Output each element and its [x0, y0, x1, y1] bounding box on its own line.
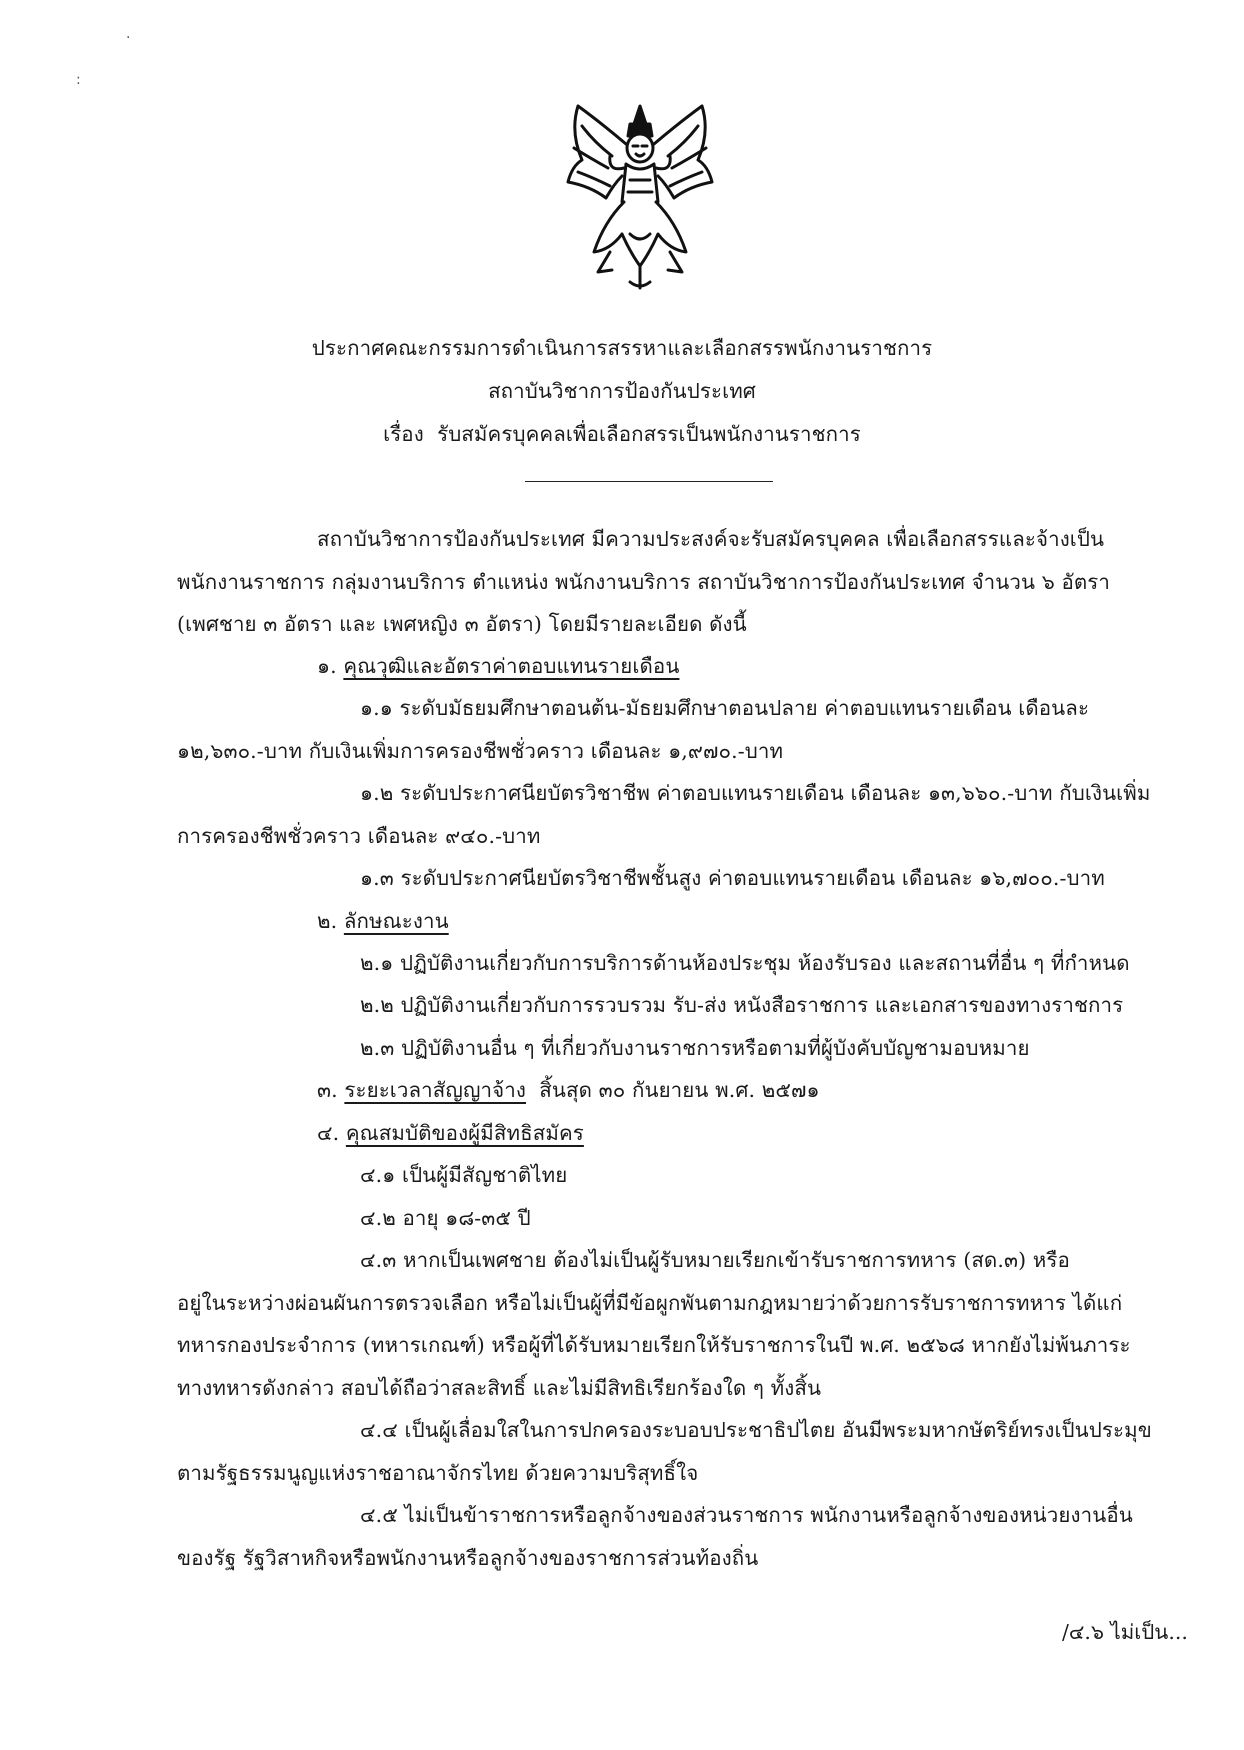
- section4-line: ทางทหารดังกล่าว สอบได้ถือว่าสละสิทธิ์ และไม่มีสิทธิเรียกร้องใด ๆ ทั้งสิ้น: [177, 1376, 822, 1400]
- section2-line: ๒.๒ ปฏิบัติงานเกี่ยวกับการรวบรวม รับ-ส่ง หนังสือราชการ และเอกสารของทางราชการ: [360, 993, 1124, 1017]
- section4-line: ทหารกองประจำการ (ทหารเกณฑ์) หรือผู้ที่ได้รับหมายเรียกให้รับราชการในปี พ.ศ. ๒๕๖๘ หากยังไม่พ้นภาระ: [177, 1333, 1131, 1357]
- section4-line: ของรัฐ รัฐวิสาหกิจหรือพนักงานหรือลูกจ้างของราชการส่วนท้องถิ่น: [177, 1546, 759, 1570]
- section1-line: ๑.๑ ระดับมัธยมศึกษาตอนต้น-มัธยมศึกษาตอนปลาย ค่าตอบแทนรายเดือน เดือนละ: [360, 696, 1090, 720]
- section4-line: ๔.๔ เป็นผู้เลื่อมใสในการปกครองระบอบประชาธิปไตย อันมีพระมหากษัตริย์ทรงเป็นประมุข: [360, 1418, 1152, 1442]
- page-continuation: /๔.๖ ไม่เป็น...: [1062, 1620, 1188, 1644]
- intro-line: สถาบันวิชาการป้องกันประเทศ มีความประสงค์จะรับสมัครบุคคล เพื่อเลือกสรรและจ้างเป็น: [317, 527, 1105, 551]
- section4-heading: [317, 1118, 584, 1148]
- section1-line: ๑๒,๖๓๐.-บาท กับเงินเพิ่มการครองชีพชั่วคราว เดือนละ ๑,๙๗๐.-บาท: [177, 739, 784, 763]
- section2-line: ๒.๓ ปฏิบัติงานอื่น ๆ ที่เกี่ยวกับงานราชการหรือตามที่ผู้บังคับบัญชามอบหมาย: [360, 1036, 1030, 1060]
- intro-line: พนักงานราชการ กลุ่มงานบริการ ตำแหน่ง พนักงานบริการ สถาบันวิชาการป้องกันประเทศ จำนวน ๖ อัตรา: [177, 570, 1111, 594]
- intro-line: (เพศชาย ๓ อัตรา และ เพศหญิง ๓ อัตรา) โดยมีรายละเอียด ดังนี้: [177, 612, 747, 636]
- section4-line: ๔.๕ ไม่เป็นข้าราชการหรือลูกจ้างของส่วนราชการ พนักงานหรือลูกจ้างของหน่วยงานอื่น: [360, 1503, 1133, 1527]
- section4-line: ๔.๒ อายุ ๑๘-๓๕ ปี: [360, 1206, 531, 1230]
- subject-label: เรื่อง: [383, 422, 424, 446]
- scan-mark: ·: [126, 30, 131, 46]
- section1-line: ๑.๓ ระดับประกาศนียบัตรวิชาชีพชั้นสูง ค่าตอบแทนรายเดือน เดือนละ ๑๖,๗๐๐.-บาท: [360, 866, 1105, 890]
- section3-title: ระยะเวลาสัญญาจ้าง: [344, 1078, 526, 1102]
- section1-line: การครองชีพชั่วคราว เดือนละ ๙๔๐.-บาท: [177, 824, 541, 848]
- section2-heading: [317, 906, 449, 936]
- section4-line: ๔.๑ เป็นผู้มีสัญชาติไทย: [360, 1163, 568, 1187]
- section4-line: ๔.๓ หากเป็นเพศชาย ต้องไม่เป็นผู้รับหมายเรียกเข้ารับราชการทหาร (สด.๓) หรือ: [360, 1248, 1070, 1272]
- section1-number: ๑.: [317, 654, 337, 678]
- section2-number: ๒.: [317, 909, 338, 933]
- section4-number: ๔.: [317, 1121, 340, 1145]
- section1-heading: [317, 651, 679, 681]
- section2-title: ลักษณะงาน: [343, 909, 449, 933]
- title-divider: [525, 481, 773, 482]
- announcement-subject: [0, 419, 1244, 449]
- announcement-title-line1: ประกาศคณะกรรมการดำเนินการสรรหาและเลือกสรรพนักงานราชการ: [311, 336, 933, 360]
- announcement-title-line2: สถาบันวิชาการป้องกันประเทศ: [488, 379, 756, 403]
- section3-text: สิ้นสุด ๓๐ กันยายน พ.ศ. ๒๕๗๑: [539, 1078, 820, 1102]
- section3-number: ๓.: [317, 1078, 338, 1102]
- section3-heading: [317, 1075, 820, 1105]
- scan-mark: :: [76, 72, 81, 88]
- section2-line: ๒.๑ ปฏิบัติงานเกี่ยวกับการบริการด้านห้องประชุม ห้องรับรอง และสถานที่อื่น ๆ ที่กำหนด: [360, 951, 1130, 975]
- garuda-emblem-icon: [560, 102, 720, 292]
- section4-title: คุณสมบัติของผู้มีสิทธิสมัคร: [345, 1121, 584, 1145]
- section1-title: คุณวุฒิและอัตราค่าตอบแทนรายเดือน: [343, 654, 680, 678]
- section4-line: ตามรัฐธรรมนูญแห่งราชอาณาจักรไทย ด้วยความบริสุทธิ์ใจ: [177, 1461, 699, 1485]
- subject-text: รับสมัครบุคคลเพื่อเลือกสรรเป็นพนักงานราชการ: [437, 422, 861, 446]
- section4-line: อยู่ในระหว่างผ่อนผันการตรวจเลือก หรือไม่เป็นผู้ที่มีข้อผูกพันตามกฎหมายว่าด้วยการรับราชการทหาร ได้แก่: [177, 1291, 1123, 1315]
- section1-line: ๑.๒ ระดับประกาศนียบัตรวิชาชีพ ค่าตอบแทนรายเดือน เดือนละ ๑๓,๖๖๐.-บาท กับเงินเพิ่ม: [360, 781, 1151, 805]
